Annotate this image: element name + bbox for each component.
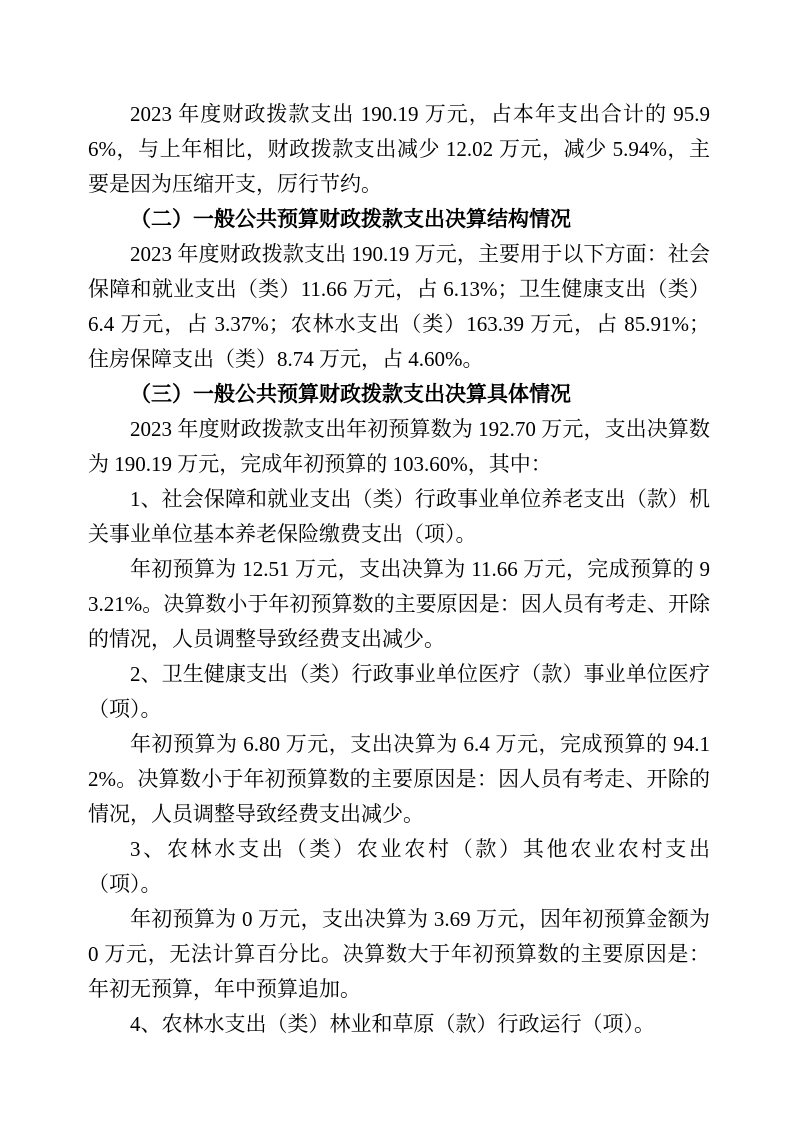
document-content — [88, 97, 710, 1042]
paragraph: 年初预算为 6.80 万元，支出决算为 6.4 万元，完成预算的 94.12%。决算数小于年初预算数的主要原因是：因人员有考走、开除的情况，人员调整导致经费支出减少。 — [88, 732, 710, 826]
paragraph: 2、卫生健康支出（类）行政事业单位医疗（款）事业单位医疗（项）。 — [88, 662, 710, 721]
paragraph: 2023 年度财政拨款支出 190.19 万元，主要用于以下方面：社会保障和就业支出（类）11.66 万元，占 6.13%；卫生健康支出（类）6.4 万元，占 3.37%；农林水支出（类）163.39 万元，占 85.91%；住房保障支出（类）8.74 万元，占 4.60%。 — [88, 242, 710, 371]
paragraph: 1、社会保障和就业支出（类）行政事业单位养老支出（款）机关事业单位基本养老保险缴费支出（项）。 — [88, 487, 710, 546]
paragraph: 2023 年度财政拨款支出年初预算数为 192.70 万元，支出决算数为 190.19 万元，完成年初预算的 103.60%，其中： — [88, 417, 710, 476]
paragraph: 年初预算为 12.51 万元，支出决算为 11.66 万元，完成预算的 93.21%。决算数小于年初预算数的主要原因是：因人员有考走、开除的情况，人员调整导致经费支出减少。 — [88, 557, 710, 651]
paragraph: 年初预算为 0 万元，支出决算为 3.69 万元，因年初预算金额为 0 万元，无法计算百分比。决算数大于年初预算数的主要原因是：年初无预算，年中预算追加。 — [88, 907, 710, 1001]
paragraph: 4、农林水支出（类）林业和草原（款）行政运行（项）。 — [130, 1012, 655, 1036]
paragraph: 3、农林水支出（类）农业农村（款）其他农业农村支出（项）。 — [88, 837, 710, 896]
section-heading: （三）一般公共预算财政拨款支出决算具体情况 — [130, 383, 571, 406]
paragraph: 2023 年度财政拨款支出 190.19 万元，占本年支出合计的 95.96%，与上年相比，财政拨款支出减少 12.02 万元，减少 5.94%，主要是因为压缩开支，厉行节约。 — [88, 102, 710, 196]
section-heading: （二）一般公共预算财政拨款支出决算结构情况 — [130, 208, 571, 231]
